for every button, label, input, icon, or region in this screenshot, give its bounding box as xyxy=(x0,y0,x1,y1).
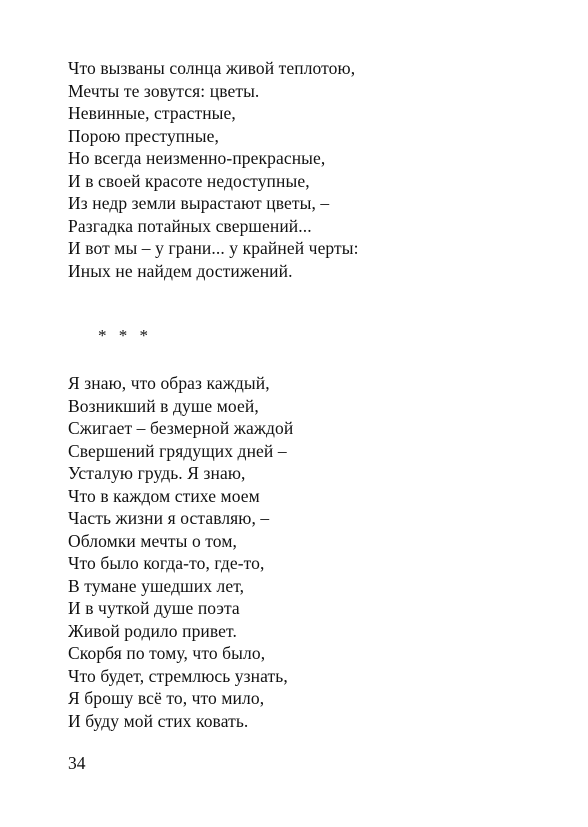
poem-line: И буду мой стих ковать. xyxy=(68,710,249,731)
poem-line: Из недр земли вырастают цветы, – xyxy=(68,193,330,213)
poem-stanza-1 xyxy=(68,57,359,282)
poem-line: Свершений грядущих дней – xyxy=(68,440,287,461)
poem-line: Сжигает – безмерной жаждой xyxy=(68,418,294,438)
poem-line: В тумане ушедших лет, xyxy=(68,575,245,596)
poem-line: Невинные, страстные, xyxy=(68,103,236,123)
poem-line: И в своей красоте недоступные, xyxy=(68,170,310,191)
poem-line: Возникший в душе моей, xyxy=(68,395,259,416)
poem-line: Обломки мечты о том, xyxy=(68,530,237,551)
poem-line: Я знаю, что образ каждый, xyxy=(68,373,270,393)
poem-line: Разгадка потайных свершений... xyxy=(68,215,312,236)
poem-line: И в чуткой душе поэта xyxy=(68,598,240,618)
poem-line: Я брошу всё то, что мило, xyxy=(68,688,265,708)
poem-line: Но всегда неизменно-прекрасные, xyxy=(68,148,326,168)
section-separator: * * * xyxy=(98,326,152,345)
poem-line: Скорбя по тому, что было, xyxy=(68,643,266,663)
poem-line: Живой родило привет. xyxy=(68,620,237,641)
poem-stanza-2 xyxy=(68,372,293,732)
poem-line: Что было когда-то, где-то, xyxy=(68,553,265,573)
poem-line: Мечты те зовутся: цветы. xyxy=(68,80,260,101)
poem-line: Порою преступные, xyxy=(68,125,219,146)
page-number: 34 xyxy=(68,753,86,773)
poem-line: Часть жизни я оставляю, – xyxy=(68,508,270,528)
poem-line: Что будет, стремлюсь узнать, xyxy=(68,665,288,686)
poem-line: И вот мы – у грани... у крайней черты: xyxy=(68,238,359,258)
poem-line: Что в каждом стихе моем xyxy=(68,485,260,506)
poem-line: Усталую грудь. Я знаю, xyxy=(68,463,246,483)
poem-line: Что вызваны солнца живой теплотою, xyxy=(68,58,356,78)
poem-line: Иных не найдем достижений. xyxy=(68,260,293,281)
